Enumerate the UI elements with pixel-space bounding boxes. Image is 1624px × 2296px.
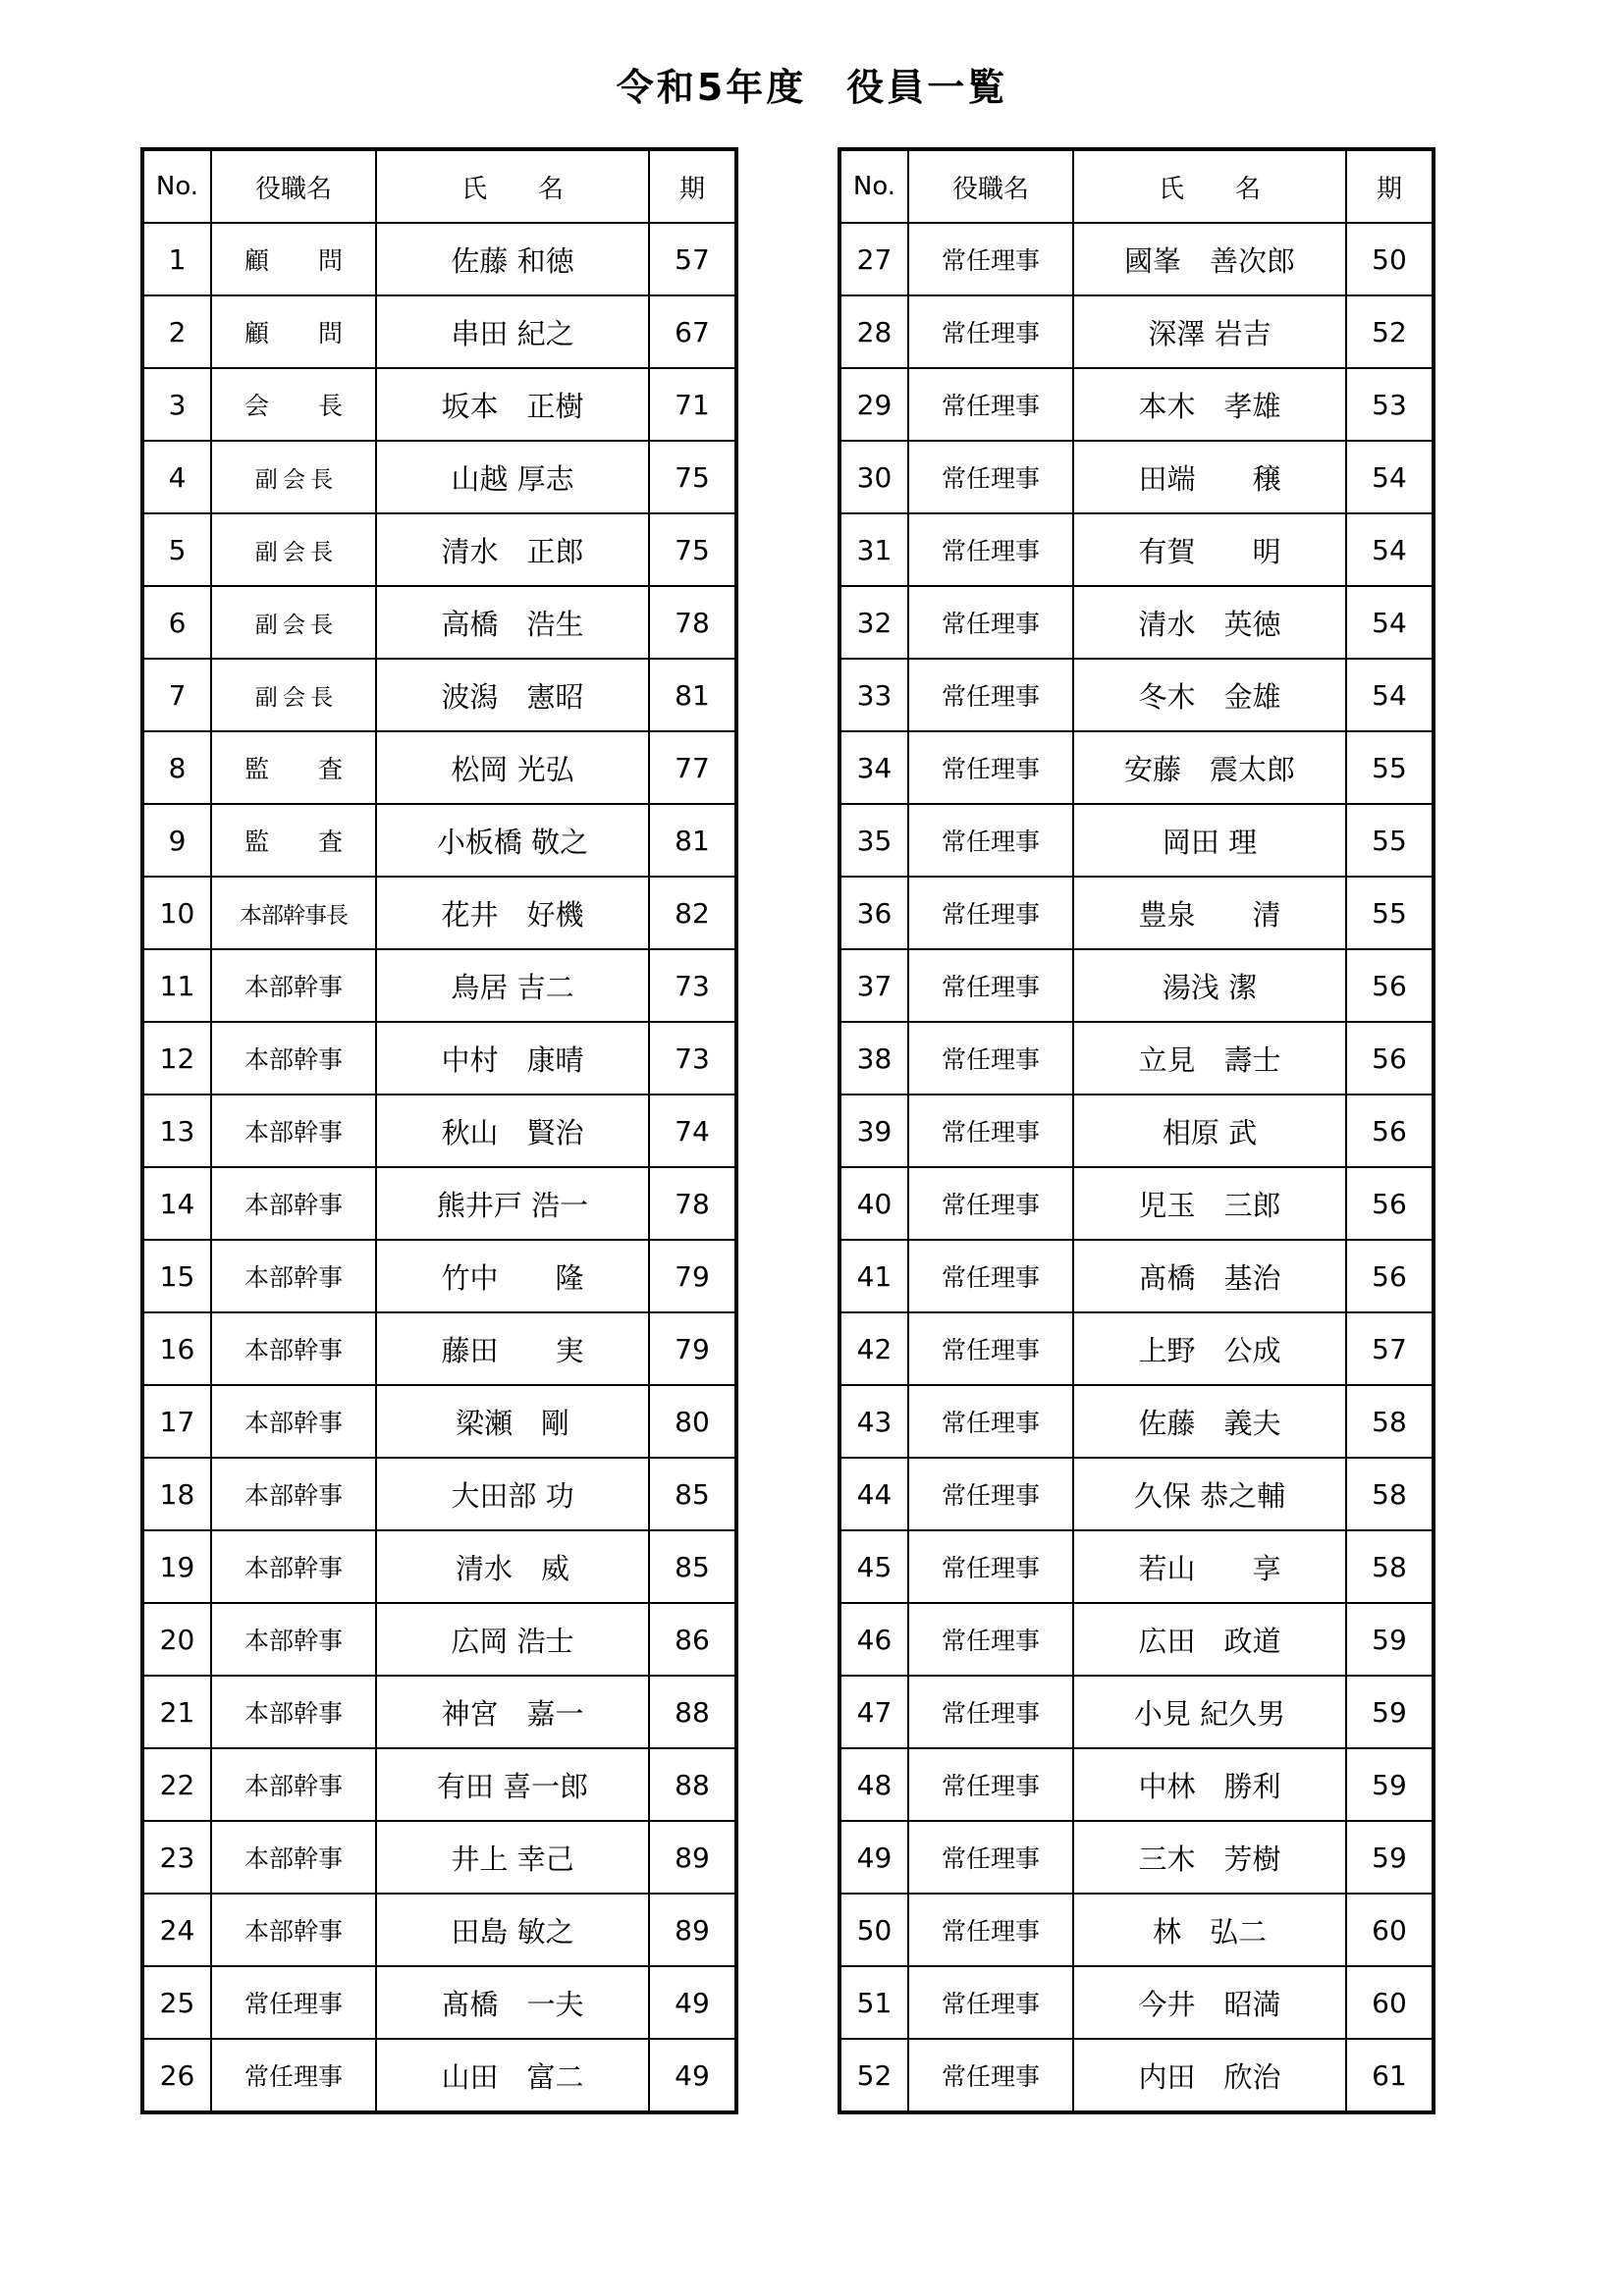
table-row	[142, 1240, 736, 1312]
cell-no: 18	[142, 1458, 211, 1530]
cell-no: 35	[839, 804, 908, 877]
cell-no: 51	[839, 1966, 908, 2039]
cell-name: 豊泉 清	[1073, 877, 1346, 949]
cell-role: 常任理事	[908, 1312, 1073, 1385]
cell-term: 59	[1346, 1748, 1434, 1821]
cell-name: 井上 幸己	[376, 1821, 649, 1894]
cell-term: 81	[649, 659, 736, 731]
table-row	[142, 1022, 736, 1095]
cell-name: 深澤 岩吉	[1073, 295, 1346, 368]
cell-term: 55	[1346, 877, 1434, 949]
cell-name: 清水 英徳	[1073, 586, 1346, 659]
table-row	[142, 1894, 736, 1966]
cell-no: 48	[839, 1748, 908, 1821]
table-row	[142, 1748, 736, 1821]
cell-role: 監 査	[211, 731, 376, 804]
table-row	[142, 586, 736, 659]
cell-name: 山田 富二	[376, 2039, 649, 2112]
table-row	[839, 1458, 1434, 1530]
cell-term: 78	[649, 1167, 736, 1240]
cell-role: 副 会 長	[211, 441, 376, 513]
table-row	[839, 1167, 1434, 1240]
cell-role: 本部幹事	[211, 1821, 376, 1894]
cell-term: 73	[649, 1022, 736, 1095]
cell-role: 常任理事	[908, 1458, 1073, 1530]
cell-name: 佐藤 和徳	[376, 223, 649, 295]
cell-term: 75	[649, 513, 736, 586]
cell-name: 大田部 功	[376, 1458, 649, 1530]
table-header-row	[142, 149, 736, 223]
cell-role: 本部幹事	[211, 1530, 376, 1603]
cell-no: 1	[142, 223, 211, 295]
cell-no: 34	[839, 731, 908, 804]
header-no: No.	[142, 149, 211, 223]
table-row	[839, 295, 1434, 368]
cell-name: 梁瀬 剛	[376, 1385, 649, 1458]
cell-role: 本部幹事	[211, 1385, 376, 1458]
cell-role: 常任理事	[908, 1966, 1073, 2039]
table-row	[839, 1894, 1434, 1966]
cell-no: 12	[142, 1022, 211, 1095]
cell-term: 50	[1346, 223, 1434, 295]
cell-no: 17	[142, 1385, 211, 1458]
cell-role: 常任理事	[908, 1095, 1073, 1167]
cell-no: 8	[142, 731, 211, 804]
cell-role: 常任理事	[908, 731, 1073, 804]
cell-no: 43	[839, 1385, 908, 1458]
table-row	[839, 368, 1434, 441]
cell-name: 久保 恭之輔	[1073, 1458, 1346, 1530]
cell-term: 75	[649, 441, 736, 513]
header-role: 役職名	[908, 149, 1073, 223]
cell-name: 神宮 嘉一	[376, 1676, 649, 1748]
table-row	[839, 1676, 1434, 1748]
cell-role: 常任理事	[908, 223, 1073, 295]
cell-term: 81	[649, 804, 736, 877]
cell-role: 常任理事	[908, 1240, 1073, 1312]
cell-role: 常任理事	[908, 513, 1073, 586]
table-row	[142, 1603, 736, 1676]
cell-name: 佐藤 義夫	[1073, 1385, 1346, 1458]
cell-term: 56	[1346, 949, 1434, 1022]
table-header-row	[839, 149, 1434, 223]
cell-term: 59	[1346, 1603, 1434, 1676]
cell-role: 本部幹事	[211, 1312, 376, 1385]
cell-role: 常任理事	[908, 1603, 1073, 1676]
cell-term: 67	[649, 295, 736, 368]
cell-name: 中林 勝利	[1073, 1748, 1346, 1821]
cell-name: 清水 正郎	[376, 513, 649, 586]
table-row	[839, 513, 1434, 586]
cell-name: 熊井戸 浩一	[376, 1167, 649, 1240]
table-row	[839, 731, 1434, 804]
table-row	[142, 295, 736, 368]
cell-term: 85	[649, 1530, 736, 1603]
cell-role: 顧 問	[211, 295, 376, 368]
table-row	[839, 1312, 1434, 1385]
cell-no: 20	[142, 1603, 211, 1676]
cell-role: 常任理事	[908, 1022, 1073, 1095]
cell-no: 38	[839, 1022, 908, 1095]
cell-role: 常任理事	[908, 1821, 1073, 1894]
cell-no: 41	[839, 1240, 908, 1312]
table-row	[142, 441, 736, 513]
cell-role: 本部幹事	[211, 1603, 376, 1676]
cell-no: 22	[142, 1748, 211, 1821]
cell-role: 監 査	[211, 804, 376, 877]
cell-no: 5	[142, 513, 211, 586]
cell-name: 立見 壽士	[1073, 1022, 1346, 1095]
cell-no: 30	[839, 441, 908, 513]
cell-name: 清水 威	[376, 1530, 649, 1603]
cell-name: 秋山 賢治	[376, 1095, 649, 1167]
cell-term: 82	[649, 877, 736, 949]
cell-no: 3	[142, 368, 211, 441]
cell-no: 42	[839, 1312, 908, 1385]
table-row	[839, 1022, 1434, 1095]
cell-name: 広田 政道	[1073, 1603, 1346, 1676]
cell-term: 86	[649, 1603, 736, 1676]
table-row	[142, 804, 736, 877]
cell-term: 88	[649, 1748, 736, 1821]
header-term: 期	[649, 149, 736, 223]
cell-name: 鳥居 吉二	[376, 949, 649, 1022]
table-row	[142, 1095, 736, 1167]
table-row	[839, 1240, 1434, 1312]
cell-no: 6	[142, 586, 211, 659]
cell-no: 39	[839, 1095, 908, 1167]
cell-name: 内田 欣治	[1073, 2039, 1346, 2112]
cell-term: 49	[649, 1966, 736, 2039]
cell-name: 山越 厚志	[376, 441, 649, 513]
cell-role: 常任理事	[908, 877, 1073, 949]
cell-role: 常任理事	[908, 1530, 1073, 1603]
cell-role: 本部幹事	[211, 1095, 376, 1167]
table-row	[142, 2039, 736, 2112]
cell-term: 53	[1346, 368, 1434, 441]
cell-term: 85	[649, 1458, 736, 1530]
cell-no: 24	[142, 1894, 211, 1966]
cell-role: 常任理事	[908, 368, 1073, 441]
cell-name: 波潟 憲昭	[376, 659, 649, 731]
cell-term: 55	[1346, 731, 1434, 804]
cell-role: 常任理事	[908, 804, 1073, 877]
cell-name: 安藤 震太郎	[1073, 731, 1346, 804]
cell-role: 常任理事	[908, 1748, 1073, 1821]
cell-role: 会 長	[211, 368, 376, 441]
cell-no: 13	[142, 1095, 211, 1167]
cell-name: 坂本 正樹	[376, 368, 649, 441]
cell-no: 15	[142, 1240, 211, 1312]
cell-no: 33	[839, 659, 908, 731]
table-row	[839, 1603, 1434, 1676]
table-row	[142, 731, 736, 804]
cell-role: 常任理事	[908, 441, 1073, 513]
cell-name: 串田 紀之	[376, 295, 649, 368]
cell-name: 小板橋 敬之	[376, 804, 649, 877]
cell-term: 57	[1346, 1312, 1434, 1385]
cell-name: 髙橋 基治	[1073, 1240, 1346, 1312]
header-term: 期	[1346, 149, 1434, 223]
cell-term: 59	[1346, 1676, 1434, 1748]
cell-name: 三木 芳樹	[1073, 1821, 1346, 1894]
cell-role: 常任理事	[908, 1676, 1073, 1748]
cell-term: 88	[649, 1676, 736, 1748]
cell-name: 中村 康晴	[376, 1022, 649, 1095]
cell-no: 50	[839, 1894, 908, 1966]
cell-no: 29	[839, 368, 908, 441]
table-row	[142, 368, 736, 441]
cell-name: 冬木 金雄	[1073, 659, 1346, 731]
page-title: 令和5年度 役員一覧	[616, 66, 1008, 109]
cell-no: 47	[839, 1676, 908, 1748]
cell-role: 常任理事	[908, 1894, 1073, 1966]
cell-no: 46	[839, 1603, 908, 1676]
table-row	[839, 1748, 1434, 1821]
cell-term: 58	[1346, 1458, 1434, 1530]
cell-role: 副 会 長	[211, 513, 376, 586]
cell-term: 58	[1346, 1530, 1434, 1603]
cell-role: 常任理事	[908, 659, 1073, 731]
cell-no: 37	[839, 949, 908, 1022]
cell-role: 顧 問	[211, 223, 376, 295]
cell-name: 髙橋 一夫	[376, 1966, 649, 2039]
cell-term: 79	[649, 1240, 736, 1312]
cell-no: 26	[142, 2039, 211, 2112]
cell-role: 本部幹事	[211, 1748, 376, 1821]
cell-role: 本部幹事	[211, 949, 376, 1022]
cell-name: 高橋 浩生	[376, 586, 649, 659]
cell-term: 56	[1346, 1240, 1434, 1312]
table-row	[142, 1676, 736, 1748]
cell-role: 常任理事	[908, 949, 1073, 1022]
cell-no: 2	[142, 295, 211, 368]
cell-no: 36	[839, 877, 908, 949]
header-no: No.	[839, 149, 908, 223]
cell-term: 59	[1346, 1821, 1434, 1894]
cell-role: 常任理事	[211, 2039, 376, 2112]
table-row	[839, 1966, 1434, 2039]
cell-name: 今井 昭満	[1073, 1966, 1346, 2039]
cell-name: 上野 公成	[1073, 1312, 1346, 1385]
cell-no: 9	[142, 804, 211, 877]
table-row	[839, 223, 1434, 295]
cell-term: 56	[1346, 1167, 1434, 1240]
table-row	[839, 804, 1434, 877]
cell-name: 田端 穣	[1073, 441, 1346, 513]
cell-no: 10	[142, 877, 211, 949]
cell-name: 児玉 三郎	[1073, 1167, 1346, 1240]
cell-name: 小見 紀久男	[1073, 1676, 1346, 1748]
cell-name: 本木 孝雄	[1073, 368, 1346, 441]
cell-term: 52	[1346, 295, 1434, 368]
cell-name: 國峯 善次郎	[1073, 223, 1346, 295]
cell-role: 常任理事	[211, 1966, 376, 2039]
cell-no: 14	[142, 1167, 211, 1240]
table-row	[142, 1966, 736, 2039]
cell-term: 55	[1346, 804, 1434, 877]
officer-table-right	[838, 147, 1435, 2114]
cell-name: 藤田 実	[376, 1312, 649, 1385]
cell-name: 林 弘二	[1073, 1894, 1346, 1966]
table-row	[142, 877, 736, 949]
header-name: 氏 名	[1073, 149, 1346, 223]
table-row	[839, 1095, 1434, 1167]
table-row	[839, 1385, 1434, 1458]
cell-no: 28	[839, 295, 908, 368]
cell-no: 23	[142, 1821, 211, 1894]
cell-no: 25	[142, 1966, 211, 2039]
cell-no: 21	[142, 1676, 211, 1748]
header-name: 氏 名	[376, 149, 649, 223]
cell-name: 若山 享	[1073, 1530, 1346, 1603]
table-row	[839, 441, 1434, 513]
cell-no: 52	[839, 2039, 908, 2112]
cell-term: 60	[1346, 1894, 1434, 1966]
cell-term: 89	[649, 1894, 736, 1966]
cell-role: 本部幹事	[211, 1676, 376, 1748]
cell-term: 77	[649, 731, 736, 804]
cell-name: 有賀 明	[1073, 513, 1346, 586]
cell-term: 49	[649, 2039, 736, 2112]
header-role: 役職名	[211, 149, 376, 223]
cell-term: 56	[1346, 1095, 1434, 1167]
cell-term: 73	[649, 949, 736, 1022]
cell-no: 16	[142, 1312, 211, 1385]
cell-role: 本部幹事	[211, 1458, 376, 1530]
cell-role: 本部幹事	[211, 1240, 376, 1312]
table-row	[142, 1530, 736, 1603]
table-row	[142, 949, 736, 1022]
cell-role: 常任理事	[908, 1167, 1073, 1240]
table-row	[839, 659, 1434, 731]
table-row	[142, 1821, 736, 1894]
cell-no: 7	[142, 659, 211, 731]
cell-no: 45	[839, 1530, 908, 1603]
cell-term: 54	[1346, 659, 1434, 731]
cell-name: 岡田 理	[1073, 804, 1346, 877]
cell-no: 19	[142, 1530, 211, 1603]
cell-term: 80	[649, 1385, 736, 1458]
cell-term: 54	[1346, 513, 1434, 586]
cell-no: 49	[839, 1821, 908, 1894]
cell-term: 54	[1346, 586, 1434, 659]
cell-name: 有田 喜一郎	[376, 1748, 649, 1821]
cell-role: 本部幹事	[211, 1022, 376, 1095]
cell-name: 広岡 浩士	[376, 1603, 649, 1676]
cell-name: 竹中 隆	[376, 1240, 649, 1312]
cell-name: 花井 好機	[376, 877, 649, 949]
cell-term: 60	[1346, 1966, 1434, 2039]
table-row	[839, 1530, 1434, 1603]
cell-term: 74	[649, 1095, 736, 1167]
cell-name: 湯浅 潔	[1073, 949, 1346, 1022]
cell-role: 常任理事	[908, 2039, 1073, 2112]
cell-term: 71	[649, 368, 736, 441]
cell-role: 副 会 長	[211, 586, 376, 659]
cell-no: 40	[839, 1167, 908, 1240]
table-row	[142, 1312, 736, 1385]
cell-term: 89	[649, 1821, 736, 1894]
cell-term: 79	[649, 1312, 736, 1385]
cell-term: 78	[649, 586, 736, 659]
cell-term: 54	[1346, 441, 1434, 513]
table-row	[839, 877, 1434, 949]
cell-no: 31	[839, 513, 908, 586]
cell-no: 27	[839, 223, 908, 295]
cell-no: 4	[142, 441, 211, 513]
table-row	[142, 223, 736, 295]
cell-term: 57	[649, 223, 736, 295]
cell-name: 田島 敏之	[376, 1894, 649, 1966]
table-row	[142, 513, 736, 586]
cell-name: 松岡 光弘	[376, 731, 649, 804]
table-row	[142, 1167, 736, 1240]
cell-term: 56	[1346, 1022, 1434, 1095]
cell-no: 44	[839, 1458, 908, 1530]
cell-name: 相原 武	[1073, 1095, 1346, 1167]
cell-role: 常任理事	[908, 1385, 1073, 1458]
cell-role: 常任理事	[908, 295, 1073, 368]
cell-role: 本部幹事	[211, 1894, 376, 1966]
table-row	[839, 586, 1434, 659]
table-row	[142, 659, 736, 731]
cell-no: 32	[839, 586, 908, 659]
cell-term: 61	[1346, 2039, 1434, 2112]
table-row	[839, 2039, 1434, 2112]
cell-role: 常任理事	[908, 586, 1073, 659]
table-row	[839, 1821, 1434, 1894]
table-row	[839, 949, 1434, 1022]
table-row	[142, 1458, 736, 1530]
cell-role: 本部幹事長	[211, 877, 376, 949]
table-row	[142, 1385, 736, 1458]
cell-no: 11	[142, 949, 211, 1022]
cell-role: 副 会 長	[211, 659, 376, 731]
cell-role: 本部幹事	[211, 1167, 376, 1240]
officer-table-left	[140, 147, 738, 2114]
cell-term: 58	[1346, 1385, 1434, 1458]
